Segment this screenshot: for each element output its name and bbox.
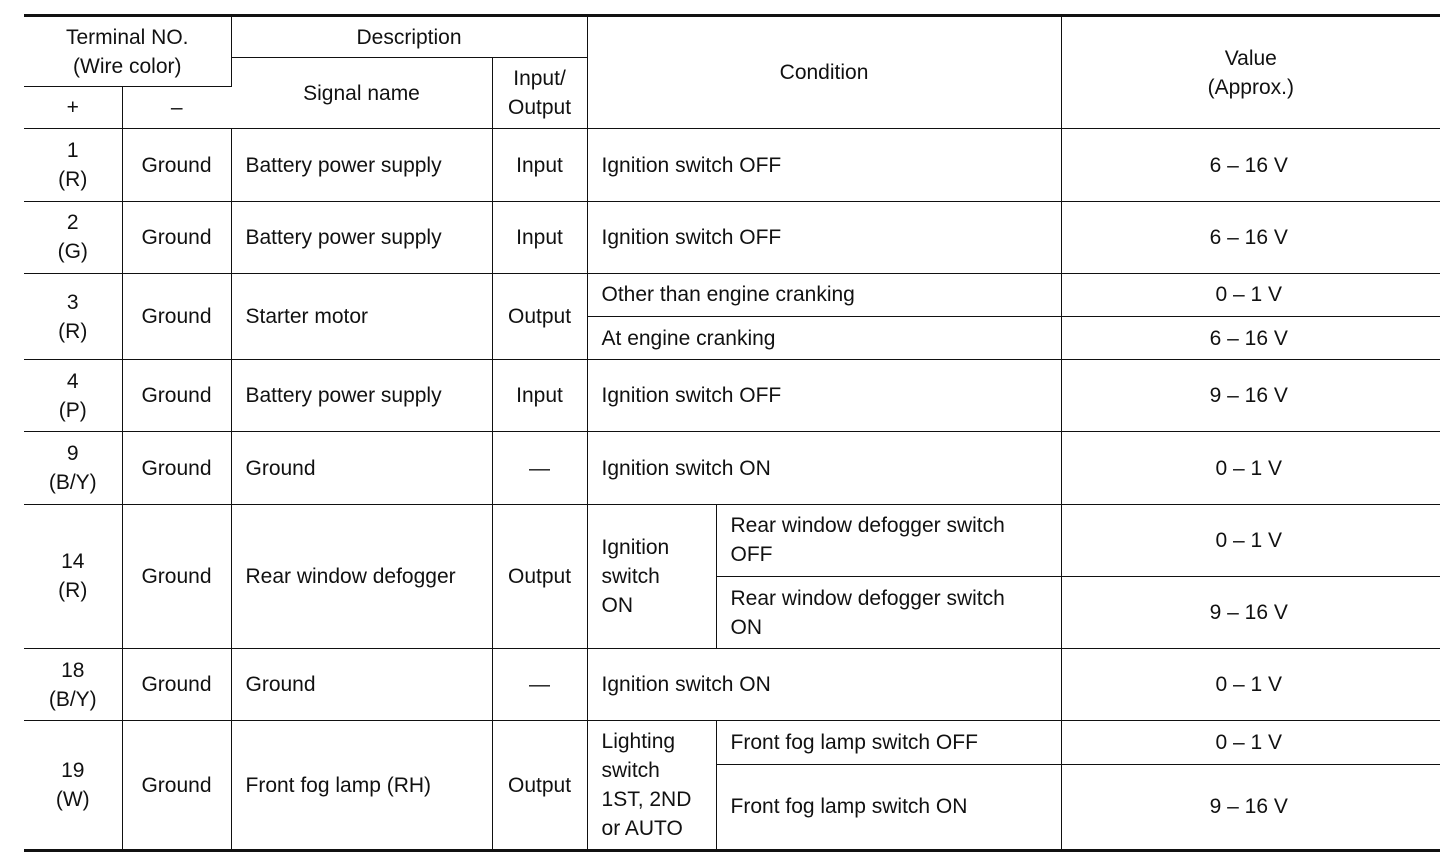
condition-header: Condition: [587, 16, 1061, 129]
wire-color: (B/Y): [48, 687, 97, 711]
table-row: [24, 432, 1440, 504]
ground-cell: Ground: [122, 360, 231, 432]
wire-color-label: (Wire color): [73, 54, 182, 78]
value-cell: 6 – 16 V: [1061, 201, 1440, 273]
condition-line: ON: [730, 615, 763, 639]
terminal-number: 14: [61, 550, 85, 574]
condition-line: ON: [601, 593, 634, 617]
table-row: [24, 129, 1440, 201]
ground-cell: Ground: [122, 432, 231, 504]
ground-cell: Ground: [122, 504, 231, 649]
ground-cell: Ground: [122, 201, 231, 273]
condition-sub-cell: [716, 504, 1061, 576]
terminal-number: 18: [61, 658, 85, 682]
condition-cell: Ignition switch ON: [587, 649, 1061, 721]
condition-line: 1ST, 2ND: [601, 788, 692, 812]
condition-line: Rear window defogger switch: [730, 514, 1005, 538]
terminal-cell: [24, 721, 122, 851]
terminal-number: 2: [66, 211, 79, 235]
condition-cell: Other than engine cranking: [587, 273, 1061, 316]
value-label: Value: [1224, 46, 1277, 70]
wire-color: (R): [58, 168, 88, 191]
input-label: Input/: [513, 67, 566, 91]
io-cell: Output: [492, 273, 587, 359]
ground-cell: Ground: [122, 649, 231, 721]
terminal-header: [24, 16, 231, 87]
terminal-number: 19: [61, 759, 85, 783]
value-cell: 9 – 16 V: [1061, 576, 1440, 648]
signal-cell: Battery power supply: [231, 360, 492, 432]
table-row: [24, 360, 1440, 432]
condition-sub-cell: [716, 576, 1061, 648]
io-cell: —: [492, 432, 587, 504]
wire-color: (G): [57, 240, 88, 264]
header-row: [24, 16, 1440, 58]
terminal-cell: [24, 273, 122, 359]
terminal-cell: [24, 649, 122, 721]
condition-cell: Ignition switch OFF: [587, 129, 1061, 201]
table-row: [24, 649, 1440, 721]
condition-cell: At engine cranking: [587, 317, 1061, 360]
signal-cell: Starter motor: [231, 273, 492, 359]
output-label: Output: [507, 96, 572, 120]
terminal-cell: [24, 201, 122, 273]
condition-cell: Ignition switch ON: [587, 432, 1061, 504]
value-cell: 0 – 1 V: [1061, 649, 1440, 721]
terminal-cell: [24, 504, 122, 649]
value-cell: 0 – 1 V: [1061, 432, 1440, 504]
condition-cell: Ignition switch OFF: [587, 201, 1061, 273]
signal-name-header: Signal name: [231, 58, 492, 129]
io-cell: Output: [492, 721, 587, 851]
value-cell: 6 – 16 V: [1061, 317, 1440, 360]
wire-color: (B/Y): [48, 471, 97, 495]
condition-line: switch: [601, 759, 660, 783]
io-cell: Input: [492, 201, 587, 273]
wire-color: (P): [58, 398, 87, 422]
io-cell: —: [492, 649, 587, 721]
description-header: Description: [231, 16, 587, 58]
terminal-cell: [24, 432, 122, 504]
signal-cell: Front fog lamp (RH): [231, 721, 492, 851]
terminal-number: 1: [66, 139, 79, 162]
wire-color: (W): [55, 788, 90, 812]
minus-header: –: [122, 87, 231, 129]
value-header: [1061, 16, 1440, 129]
value-cell: 6 – 16 V: [1061, 129, 1440, 201]
table-row: [24, 721, 1440, 764]
condition-main-cell: [587, 721, 716, 851]
terminal-cell: [24, 360, 122, 432]
wire-color: (R): [58, 319, 88, 343]
approx-label: (Approx.): [1207, 75, 1294, 99]
signal-cell: Battery power supply: [231, 129, 492, 201]
signal-cell: Ground: [231, 649, 492, 721]
table-row: [24, 201, 1440, 273]
io-cell: Input: [492, 129, 587, 201]
terminal-number: 3: [66, 290, 79, 314]
terminal-cell: [24, 129, 122, 201]
condition-sub-cell: Front fog lamp switch OFF: [716, 721, 1061, 764]
value-cell: 0 – 1 V: [1061, 721, 1440, 764]
terminal-number: 4: [66, 369, 79, 393]
condition-sub-cell: Front fog lamp switch ON: [716, 764, 1061, 850]
value-cell: 9 – 16 V: [1061, 360, 1440, 432]
signal-cell: Battery power supply: [231, 201, 492, 273]
value-cell: 9 – 16 V: [1061, 764, 1440, 850]
ground-cell: Ground: [122, 129, 231, 201]
table-row: [24, 504, 1440, 576]
value-cell: 0 – 1 V: [1061, 273, 1440, 316]
wire-color: (R): [58, 579, 88, 603]
condition-line: Lighting: [601, 730, 676, 754]
condition-main-cell: [587, 504, 716, 649]
ground-cell: Ground: [122, 273, 231, 359]
io-cell: Input: [492, 360, 587, 432]
terminal-number: 9: [66, 442, 79, 466]
ground-cell: Ground: [122, 721, 231, 851]
io-cell: Output: [492, 504, 587, 649]
condition-line: or AUTO: [601, 817, 683, 841]
condition-line: Ignition: [601, 535, 670, 559]
table-row: [24, 273, 1440, 316]
value-cell: 0 – 1 V: [1061, 504, 1440, 576]
signal-cell: Rear window defogger: [231, 504, 492, 649]
condition-line: OFF: [730, 543, 773, 567]
terminal-no-label: Terminal NO.: [65, 25, 189, 49]
condition-line: switch: [601, 564, 660, 588]
io-header: [492, 58, 587, 129]
terminal-table: [24, 14, 1440, 852]
condition-cell: Ignition switch OFF: [587, 360, 1061, 432]
signal-cell: Ground: [231, 432, 492, 504]
plus-header: +: [24, 87, 122, 129]
condition-line: Rear window defogger switch: [730, 586, 1005, 610]
